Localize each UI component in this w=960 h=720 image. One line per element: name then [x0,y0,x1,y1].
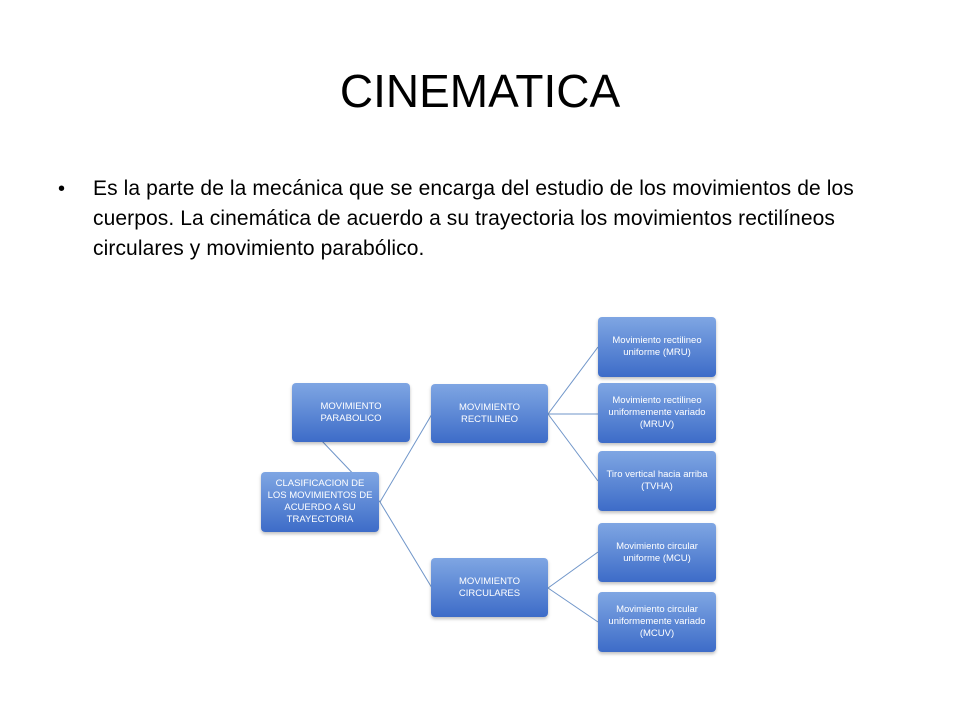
node-movimiento-parabolico: MOVIMIENTO PARABOLICO [292,383,410,442]
bullet-text: Es la parte de la mecánica que se encarga del estudio de los movimientos de los cuerpos. La cinemática de acuerdo a su trayectoria los movimientos rectilíneos circulares y movimiento parabólico. [93,177,854,260]
node-clasificacion: CLASIFICACION DE LOS MOVIMIENTOS DE ACUERDO A SU TRAYECTORIA [261,472,379,532]
node-mru: Movimiento rectilineo uniforme (MRU) [598,317,716,377]
connector-root-circulares [380,502,432,588]
connector-rectilineo-tvha [548,414,598,481]
node-tvha: Tiro vertical hacia arriba (TVHA) [598,451,716,511]
connector-rectilineo-mru [548,347,598,414]
node-mruv: Movimiento rectilineo uniformemente variado (MRUV) [598,383,716,443]
slide-title: CINEMATICA [339,65,621,117]
node-mcu: Movimiento circular uniforme (MCU) [598,523,716,582]
node-mcuv: Movimiento circular uniformemente variado (MCUV) [598,592,716,652]
node-movimiento-circulares: MOVIMIENTO CIRCULARES [431,558,548,617]
connector-circulares-mcu [548,552,598,588]
connector-circulares-mcuv [548,588,598,622]
node-movimiento-rectilineo: MOVIMIENTO RECTILINEO [431,384,548,443]
bullet-marker: • [58,178,66,200]
